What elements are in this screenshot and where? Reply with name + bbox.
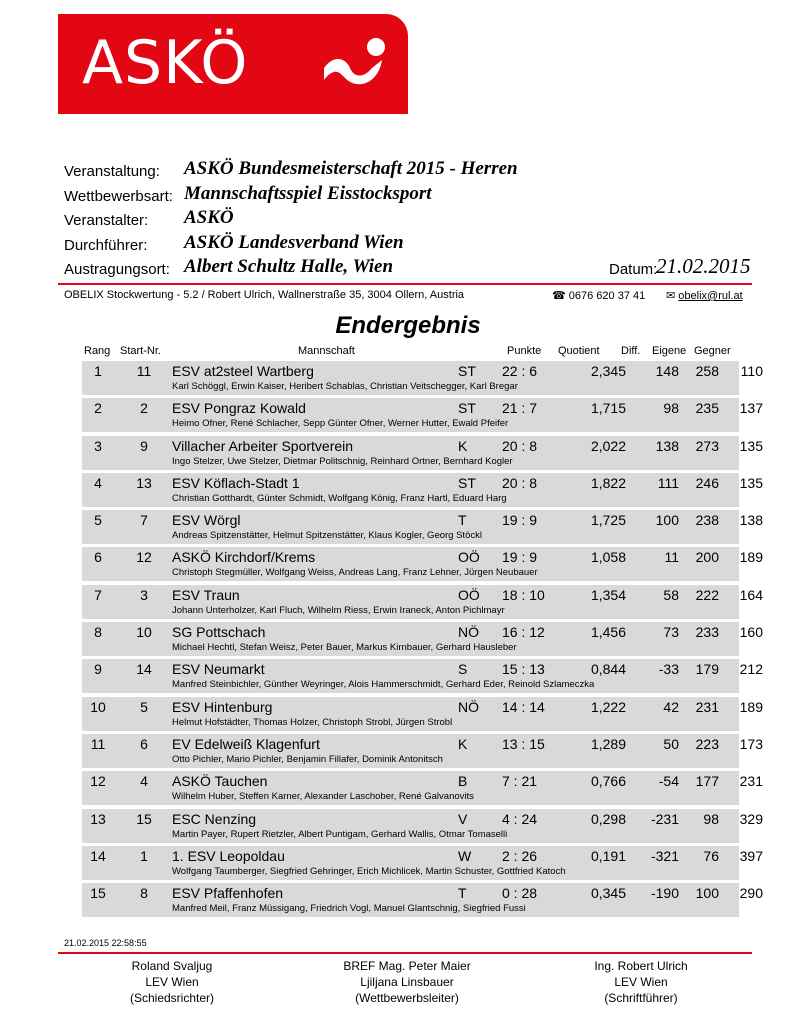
signature-org: LEV Wien bbox=[614, 975, 668, 989]
phone-number: 0676 620 37 41 bbox=[568, 290, 646, 302]
results-table bbox=[82, 359, 763, 918]
start-number: 11 bbox=[136, 363, 152, 379]
players: Christoph Stegmüller, Wolfgang Weiss, Andreas Lang, Franz Lehner, Jürgen Neubauer bbox=[172, 567, 538, 579]
quotient: 0,766 bbox=[590, 773, 626, 790]
state-code: W bbox=[458, 847, 472, 864]
signature-org: Ljiljana Linsbauer bbox=[360, 975, 454, 989]
own-score: 273 bbox=[695, 437, 719, 454]
difference: 148 bbox=[655, 363, 679, 379]
date-label: Datum: bbox=[609, 261, 658, 278]
points: 18 : 10 bbox=[502, 586, 545, 603]
own-score: 179 bbox=[695, 661, 719, 678]
rank: 10 bbox=[90, 698, 106, 715]
team-name: ASKÖ Kirchdorf/Krems bbox=[172, 549, 316, 566]
info-row-type bbox=[64, 183, 754, 208]
opponent-score: 135 bbox=[739, 474, 763, 491]
players: Heimo Ofner, René Schlacher, Sepp Günter Ofner, Werner Hutter, Ewald Pfeifer bbox=[172, 418, 509, 430]
info-row-host bbox=[64, 232, 754, 257]
own-score: 231 bbox=[695, 698, 719, 715]
state-code: ST bbox=[458, 400, 476, 417]
event-info bbox=[64, 158, 754, 281]
team-name: SG Pottschach bbox=[172, 624, 266, 641]
start-number: 5 bbox=[140, 698, 148, 715]
info-value: ASKÖ bbox=[184, 207, 234, 228]
table-row bbox=[82, 583, 763, 620]
start-number: 12 bbox=[136, 549, 152, 566]
state-code: NÖ bbox=[458, 698, 479, 715]
table-row bbox=[82, 695, 763, 732]
info-row-venue bbox=[64, 256, 754, 281]
quotient: 2,345 bbox=[590, 363, 626, 379]
difference: 111 bbox=[657, 474, 679, 491]
page-title: Endergebnis bbox=[335, 312, 481, 339]
table-row bbox=[82, 769, 763, 806]
team-name: ESV at2steel Wartberg bbox=[172, 363, 314, 379]
start-number: 15 bbox=[136, 810, 152, 827]
quotient: 0,298 bbox=[590, 810, 626, 827]
table-row bbox=[82, 471, 763, 508]
points: 19 : 9 bbox=[502, 549, 538, 566]
state-code: K bbox=[458, 735, 468, 752]
points: 20 : 8 bbox=[502, 474, 538, 491]
difference: -231 bbox=[650, 810, 679, 827]
team-name: ESV Hintenburg bbox=[172, 698, 273, 715]
signature-name: Roland Svaljug bbox=[131, 959, 213, 973]
own-score: 177 bbox=[695, 773, 719, 790]
info-value: Mannschaftsspiel Eisstocksport bbox=[184, 182, 432, 204]
opponent-score: 189 bbox=[739, 549, 763, 566]
own-score: 100 bbox=[695, 885, 719, 902]
players: Wolfgang Taumberger, Siegfried Gehringer, Erich Michlicek, Martin Schuster, Gottfried Katoch bbox=[172, 865, 566, 877]
signature-name: Ing. Robert Ulrich bbox=[594, 959, 688, 973]
info-label: Wettbewerbsart: bbox=[64, 187, 173, 205]
rank: 9 bbox=[94, 661, 102, 678]
divider bbox=[58, 283, 752, 285]
team-name: ESV Pongraz Kowald bbox=[172, 400, 306, 417]
difference: -190 bbox=[650, 885, 679, 902]
team-name: 1. ESV Leopoldau bbox=[172, 847, 285, 864]
table-row bbox=[82, 545, 763, 582]
table-row bbox=[82, 508, 763, 545]
start-number: 3 bbox=[140, 586, 148, 603]
info-row-organizer bbox=[64, 207, 754, 232]
rank: 15 bbox=[90, 885, 106, 902]
players: Johann Unterholzer, Karl Fluch, Wilhelm Riess, Erwin Iraneck, Anton Pichlmayr bbox=[172, 604, 505, 616]
header-points: Punkte bbox=[507, 345, 542, 357]
footer-divider bbox=[58, 952, 752, 954]
table-row bbox=[82, 434, 763, 471]
opponent-score: 231 bbox=[739, 773, 763, 790]
difference: 11 bbox=[664, 549, 679, 566]
opponent-score: 397 bbox=[739, 847, 763, 864]
difference: 98 bbox=[663, 400, 679, 417]
askoe-runner-icon bbox=[320, 34, 398, 96]
own-score: 76 bbox=[703, 847, 719, 864]
table-row bbox=[82, 396, 763, 433]
header-quotient: Quotient bbox=[558, 345, 600, 357]
quotient: 1,289 bbox=[590, 735, 626, 752]
info-value: Albert Schultz Halle, Wien bbox=[184, 256, 394, 277]
header-diff: Diff. bbox=[621, 345, 641, 357]
difference: 138 bbox=[655, 437, 679, 454]
difference: 50 bbox=[663, 735, 679, 752]
opponent-score: 173 bbox=[739, 735, 763, 752]
state-code: K bbox=[458, 437, 468, 454]
email-link[interactable]: obelix@rul.at bbox=[678, 290, 743, 302]
start-number: 14 bbox=[136, 661, 152, 678]
own-score: 235 bbox=[695, 400, 719, 417]
quotient: 1,822 bbox=[590, 474, 626, 491]
table-row bbox=[82, 807, 763, 844]
points: 7 : 21 bbox=[502, 773, 538, 790]
own-score: 98 bbox=[703, 810, 719, 827]
own-score: 200 bbox=[695, 549, 719, 566]
difference: 100 bbox=[655, 512, 679, 529]
state-code: ST bbox=[458, 363, 476, 379]
difference: -321 bbox=[650, 847, 679, 864]
team-name: EV Edelweiß Klagenfurt bbox=[172, 735, 320, 752]
signature-org: LEV Wien bbox=[145, 975, 199, 989]
software-line: OBELIX Stockwertung - 5.2 / Robert Ulrich, Wallnerstraße 35, 3004 Ollern, Austria bbox=[64, 289, 465, 301]
email-contact bbox=[666, 289, 743, 302]
signature-referee bbox=[62, 958, 282, 1006]
opponent-score: 164 bbox=[739, 586, 763, 603]
header-own: Eigene bbox=[652, 345, 687, 357]
points: 16 : 12 bbox=[502, 624, 545, 641]
info-value: ASKÖ Landesverband Wien bbox=[184, 231, 404, 253]
info-label: Veranstaltung: bbox=[64, 163, 160, 180]
points: 22 : 6 bbox=[502, 363, 538, 379]
players: Christian Gotthardt, Günter Schmidt, Wolfgang König, Franz Hartl, Eduard Harg bbox=[172, 492, 507, 504]
state-code: NÖ bbox=[458, 624, 479, 641]
quotient: 1,058 bbox=[590, 549, 626, 566]
points: 13 : 15 bbox=[502, 735, 545, 752]
difference: 73 bbox=[663, 624, 679, 641]
info-label: Austragungsort: bbox=[64, 261, 170, 278]
start-number: 9 bbox=[140, 437, 148, 454]
state-code: B bbox=[458, 773, 468, 790]
phone-contact bbox=[552, 289, 645, 302]
rank: 13 bbox=[90, 810, 106, 827]
difference: 58 bbox=[663, 586, 679, 603]
points: 15 : 13 bbox=[502, 661, 545, 678]
players: Otto Pichler, Mario Pichler, Benjamin Fillafer, Dominik Antonitsch bbox=[172, 753, 443, 765]
askoe-logo bbox=[58, 14, 408, 114]
rank: 6 bbox=[94, 549, 102, 566]
date-value: 21.02.2015 bbox=[656, 254, 751, 278]
rank: 12 bbox=[90, 773, 106, 790]
phone-icon: ☎ bbox=[552, 290, 566, 302]
opponent-score: 110 bbox=[740, 363, 763, 379]
points: 0 : 28 bbox=[502, 885, 538, 902]
opponent-score: 189 bbox=[739, 698, 763, 715]
team-name: ASKÖ Tauchen bbox=[172, 773, 268, 790]
team-name: ESV Traun bbox=[172, 586, 240, 603]
players: Michael Hechtl, Stefan Weisz, Peter Bauer, Markus Kirnbauer, Gerhard Hausleber bbox=[172, 642, 517, 654]
start-number: 10 bbox=[136, 624, 152, 641]
table-row bbox=[82, 881, 763, 918]
rank: 5 bbox=[94, 512, 102, 529]
header-team: Mannschaft bbox=[298, 345, 355, 357]
state-code: S bbox=[458, 661, 468, 678]
rank: 14 bbox=[90, 847, 106, 864]
points: 20 : 8 bbox=[502, 437, 538, 454]
players: Andreas Spitzenstätter, Helmut Spitzenstätter, Klaus Kogler, Georg Stöckl bbox=[172, 530, 482, 542]
state-code: ST bbox=[458, 474, 476, 491]
start-number: 6 bbox=[140, 735, 148, 752]
rank: 2 bbox=[94, 400, 102, 417]
team-name: ESV Pfaffenhofen bbox=[172, 885, 284, 902]
points: 4 : 24 bbox=[502, 810, 538, 827]
players: Wilhelm Huber, Steffen Karner, Alexander Laschober, René Galvanovits bbox=[172, 791, 474, 803]
header-opp: Gegner bbox=[694, 345, 731, 357]
rank: 4 bbox=[94, 474, 102, 491]
quotient: 1,222 bbox=[590, 698, 626, 715]
print-timestamp: 21.02.2015 22:58:55 bbox=[64, 938, 147, 948]
difference: -54 bbox=[658, 773, 679, 790]
rank: 8 bbox=[94, 624, 102, 641]
players: Manfred Steinbichler, Günther Weyringer, Alois Hammerschmidt, Gerhard Eder, Reinold Szlameczka bbox=[172, 679, 595, 691]
quotient: 1,354 bbox=[590, 586, 626, 603]
info-label: Veranstalter: bbox=[64, 212, 149, 229]
own-score: 238 bbox=[695, 512, 719, 529]
opponent-score: 137 bbox=[739, 400, 763, 417]
opponent-score: 290 bbox=[739, 885, 763, 902]
quotient: 1,456 bbox=[590, 624, 626, 641]
players: Ingo Stelzer, Uwe Stelzer, Dietmar Politschnig, Reinhard Ortner, Bernhard Kogler bbox=[172, 455, 513, 467]
header-rang: Rang bbox=[84, 345, 111, 357]
table-row bbox=[82, 732, 763, 769]
quotient: 2,022 bbox=[590, 437, 626, 454]
rank: 11 bbox=[90, 735, 106, 752]
players: Karl Schöggl, Erwin Kaiser, Heribert Schablas, Christian Veitschegger, Karl Bregar bbox=[172, 381, 518, 392]
signature-competition-lead bbox=[297, 958, 517, 1006]
players: Martin Payer, Rupert Rietzler, Albert Puntigam, Gerhard Wallis, Otmar Tomaselli bbox=[172, 828, 508, 840]
state-code: V bbox=[458, 810, 468, 827]
own-score: 258 bbox=[695, 363, 719, 379]
team-name: Villacher Arbeiter Sportverein bbox=[172, 437, 354, 454]
team-name: ESC Nenzing bbox=[172, 810, 257, 827]
signature-role: (Wettbewerbsleiter) bbox=[355, 991, 459, 1005]
table-row bbox=[82, 657, 763, 694]
mail-icon: ✉ bbox=[666, 290, 676, 302]
start-number: 2 bbox=[140, 400, 148, 417]
own-score: 233 bbox=[695, 624, 719, 641]
start-number: 8 bbox=[140, 885, 148, 902]
start-number: 13 bbox=[136, 474, 152, 491]
signature-recorder bbox=[531, 958, 751, 1006]
points: 19 : 9 bbox=[502, 512, 538, 529]
quotient: 0,345 bbox=[590, 885, 626, 902]
points: 2 : 26 bbox=[502, 847, 538, 864]
opponent-score: 329 bbox=[739, 810, 763, 827]
difference: 42 bbox=[663, 698, 679, 715]
header-start: Start-Nr. bbox=[120, 345, 161, 357]
team-name: ESV Wörgl bbox=[172, 512, 241, 529]
info-value: ASKÖ Bundesmeisterschaft 2015 - Herren bbox=[184, 158, 518, 179]
state-code: T bbox=[458, 885, 467, 902]
own-score: 246 bbox=[695, 474, 719, 491]
info-row-event bbox=[64, 158, 754, 183]
team-name: ESV Neumarkt bbox=[172, 661, 265, 678]
table-row bbox=[82, 844, 763, 881]
state-code: OÖ bbox=[458, 549, 480, 566]
opponent-score: 138 bbox=[739, 512, 763, 529]
rank: 3 bbox=[94, 437, 102, 454]
opponent-score: 135 bbox=[739, 437, 763, 454]
players: Helmut Hofstädter, Thomas Holzer, Christoph Strobl, Jürgen Strobl bbox=[172, 716, 453, 728]
own-score: 222 bbox=[695, 586, 719, 603]
start-number: 1 bbox=[140, 847, 148, 864]
own-score: 223 bbox=[695, 735, 719, 752]
logo-text: ASKÖ bbox=[82, 28, 249, 98]
opponent-score: 212 bbox=[739, 661, 763, 678]
state-code: T bbox=[458, 512, 467, 529]
signature-role: (Schriftführer) bbox=[604, 991, 678, 1005]
quotient: 0,844 bbox=[590, 661, 626, 678]
opponent-score: 160 bbox=[739, 624, 763, 641]
team-name: ESV Köflach-Stadt 1 bbox=[172, 474, 300, 491]
table-row bbox=[82, 620, 763, 657]
points: 14 : 14 bbox=[502, 698, 545, 715]
players: Manfred Meil, Franz Müssigang, Friedrich Vogl, Manuel Glantschnig, Siegfried Fussi bbox=[172, 903, 526, 915]
points: 21 : 7 bbox=[502, 400, 538, 417]
quotient: 0,191 bbox=[590, 847, 626, 864]
signature-role: (Schiedsrichter) bbox=[129, 991, 215, 1005]
state-code: OÖ bbox=[458, 586, 480, 603]
info-label: Durchführer: bbox=[64, 236, 148, 254]
table-row bbox=[82, 359, 763, 396]
quotient: 1,715 bbox=[590, 400, 626, 417]
signature-name: BREF Mag. Peter Maier bbox=[343, 959, 471, 973]
start-number: 4 bbox=[140, 773, 148, 790]
rank: 7 bbox=[94, 586, 102, 603]
difference: -33 bbox=[658, 661, 679, 678]
rank: 1 bbox=[94, 363, 102, 379]
start-number: 7 bbox=[140, 512, 148, 529]
quotient: 1,725 bbox=[590, 512, 626, 529]
